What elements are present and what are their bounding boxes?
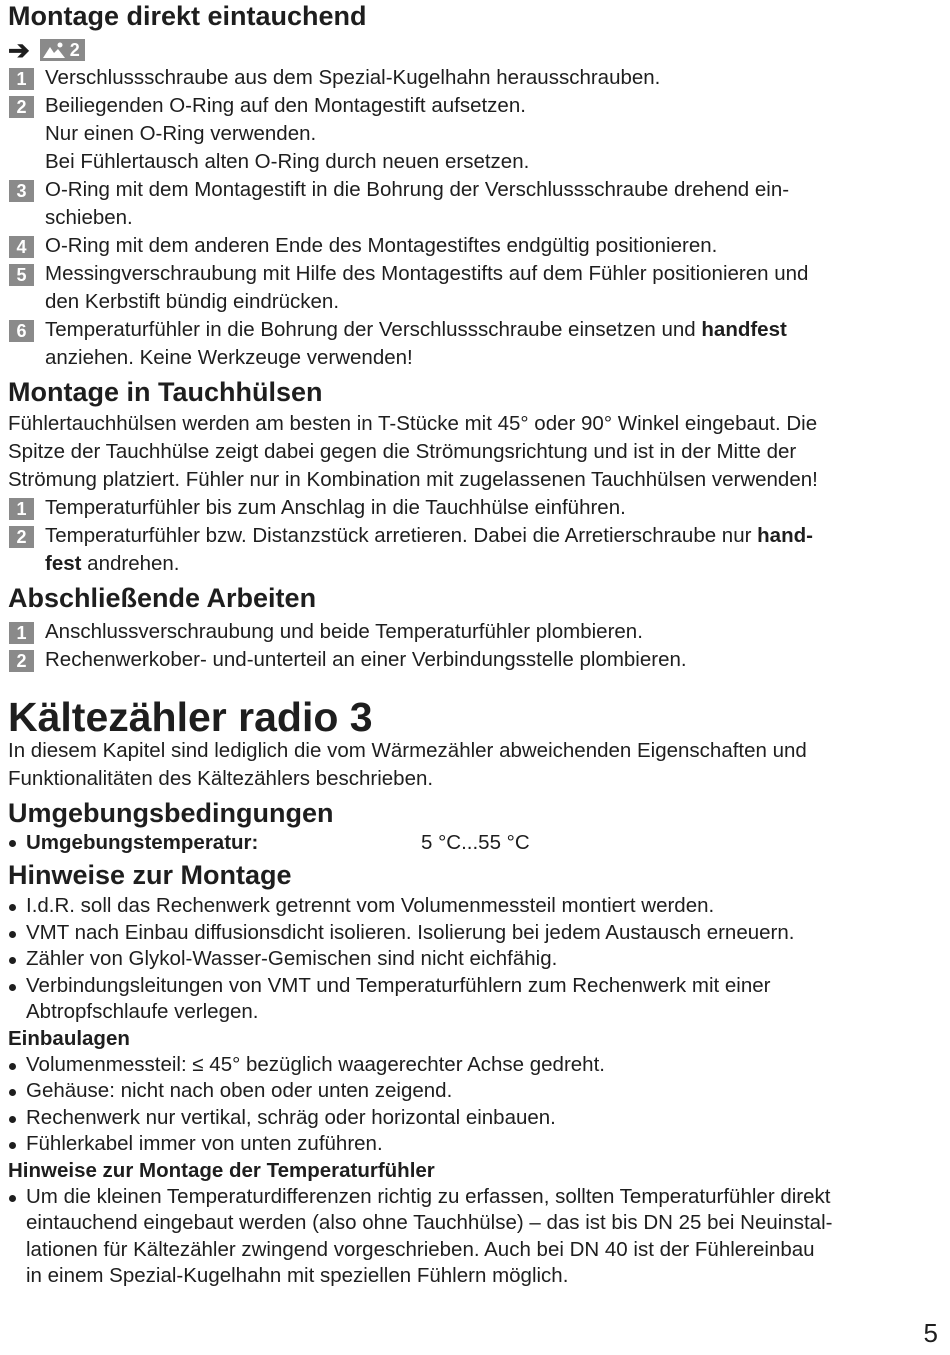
step-text: Temperaturfühler bzw. Distanzstück arretieren. Dabei die Arretierschraube nur hand-	[45, 524, 813, 547]
step-text: schieben.	[45, 206, 133, 229]
page-number: 5	[923, 1318, 938, 1348]
step-item	[8, 92, 940, 176]
step-text: Temperaturfühler bis zum Anschlag in die Tauchhülse einführen.	[45, 496, 626, 519]
step-text: Beiliegenden O-Ring auf den Montagestift aufsetzen.	[45, 94, 526, 117]
step-text: den Kerbstift bündig eindrücken.	[45, 290, 340, 313]
paragraph-tauch: Fühlertauchhülsen werden am besten in T-Stücke mit 45° oder 90° Winkel eingebaut. Die Spitze der Tauchhülse zeigt dabei gegen die Strömungsrichtung und ist in der Mitte der Strömung platziert. Fühler nur in Kombination mit zugelassenen Tauchhülsen verwenden!	[8, 412, 818, 491]
step-text: fest andrehen.	[45, 552, 180, 575]
step-number: 3	[9, 180, 34, 202]
figure-number: 2	[69, 39, 80, 60]
step-number: 1	[9, 622, 34, 644]
ambient-temperature-value: 5 °C...55 °C	[421, 831, 530, 854]
step-number: 2	[9, 526, 34, 548]
step-item	[8, 232, 940, 260]
step-item	[8, 522, 940, 578]
ambient-temperature-row	[8, 829, 940, 857]
step-number: 6	[9, 320, 34, 342]
figure-reference	[8, 36, 940, 64]
list-item: VMT nach Einbau diffusionsdicht isolieren. Isolierung bei jedem Austausch erneuern.	[8, 920, 940, 947]
list-item: Gehäuse: nicht nach oben oder unten zeigend.	[8, 1078, 940, 1105]
list-item: Volumenmessteil: ≤ 45° bezüglich waagerechter Achse gedreht.	[8, 1052, 940, 1079]
heading-tauch: Montage in Tauchhülsen	[8, 377, 323, 407]
list-item: I.d.R. soll das Rechenwerk getrennt vom Volumenmessteil montiert werden.	[8, 893, 940, 920]
step-item	[8, 316, 940, 372]
heading-fuehler: Hinweise zur Montage der Temperaturfühler	[8, 1158, 435, 1182]
step-text: Messingverschraubung mit Hilfe des Montagestifts auf dem Fühler positionieren und	[45, 262, 809, 285]
step-item	[8, 646, 940, 674]
step-text: Nur einen O-Ring verwenden.	[45, 122, 317, 145]
steps-direkt	[8, 64, 940, 372]
list-item: Verbindungsleitungen von VMT und Temperaturfühlern zum Rechenwerk mit einer Abtropfschlaufe verlegen.	[8, 973, 940, 1026]
hinweise-list	[8, 893, 940, 1026]
step-text: O-Ring mit dem anderen Ende des Montagestiftes endgültig positionieren.	[45, 234, 718, 257]
step-item	[8, 64, 940, 92]
step-number: 4	[9, 236, 34, 258]
chapter-title: Kältezähler radio 3	[8, 694, 373, 740]
document-page	[8, 0, 940, 1290]
step-number: 2	[9, 96, 34, 118]
step-item	[8, 176, 940, 232]
step-item	[8, 494, 940, 522]
step-text: Rechenwerkober- und-unterteil an einer Verbindungsstelle plombieren.	[45, 648, 687, 671]
heading-direkt: Montage direkt eintauchend	[8, 1, 367, 31]
step-number: 5	[9, 264, 34, 286]
step-text: O-Ring mit dem Montagestift in die Bohrung der Verschlussschraube drehend ein-	[45, 178, 790, 201]
step-text: Bei Fühlertausch alten O-Ring durch neuen ersetzen.	[45, 150, 530, 173]
list-item: Fühlerkabel immer von unten zuführen.	[8, 1131, 940, 1158]
image-icon	[43, 42, 65, 58]
chapter-intro: In diesem Kapitel sind lediglich die vom Wärmezähler abweichenden Eigenschaften und Funktionalitäten des Kältezählers beschrieben.	[8, 739, 807, 790]
step-text: Verschlussschraube aus dem Spezial-Kugelhahn herausschrauben.	[45, 66, 661, 89]
heading-hinweise: Hinweise zur Montage	[8, 860, 292, 890]
step-text: anziehen. Keine Werkzeuge verwenden!	[45, 346, 413, 369]
list-item: Rechenwerk nur vertikal, schräg oder horizontal einbauen.	[8, 1105, 940, 1132]
step-text: Anschlussverschraubung und beide Temperaturfühler plombieren.	[45, 620, 643, 643]
step-number: 1	[9, 498, 34, 520]
einbaulagen-list	[8, 1052, 940, 1158]
step-item	[8, 260, 940, 316]
heading-abschluss: Abschließende Arbeiten	[8, 583, 317, 613]
step-number: 1	[9, 68, 34, 90]
list-item: Zähler von Glykol-Wasser-Gemischen sind nicht eichfähig.	[8, 946, 940, 973]
heading-einbaulagen: Einbaulagen	[8, 1026, 130, 1050]
figure-badge	[40, 39, 85, 61]
ambient-temperature-label: Umgebungstemperatur:	[26, 831, 259, 854]
list-item: Um die kleinen Temperaturdifferenzen richtig zu erfassen, sollten Temperaturfühler direkt eintauchend eingebaut werden (also ohne Tauchhülse) – das ist bis DN 25 bei Neuinstal- lationen für Kältezähler zwingend vorgeschrieben. Auch bei DN 40 ist der Fühlereinbau in einem Spezial-Kugelhahn mit speziellen Fühlern möglich.	[8, 1184, 940, 1290]
heading-umgebung: Umgebungsbedingungen	[8, 798, 334, 828]
step-number: 2	[9, 650, 34, 672]
arrow-right-icon: ➔	[8, 35, 30, 65]
step-text: Temperaturfühler in die Bohrung der Verschlussschraube einsetzen und handfest	[45, 318, 787, 341]
step-item	[8, 618, 940, 646]
